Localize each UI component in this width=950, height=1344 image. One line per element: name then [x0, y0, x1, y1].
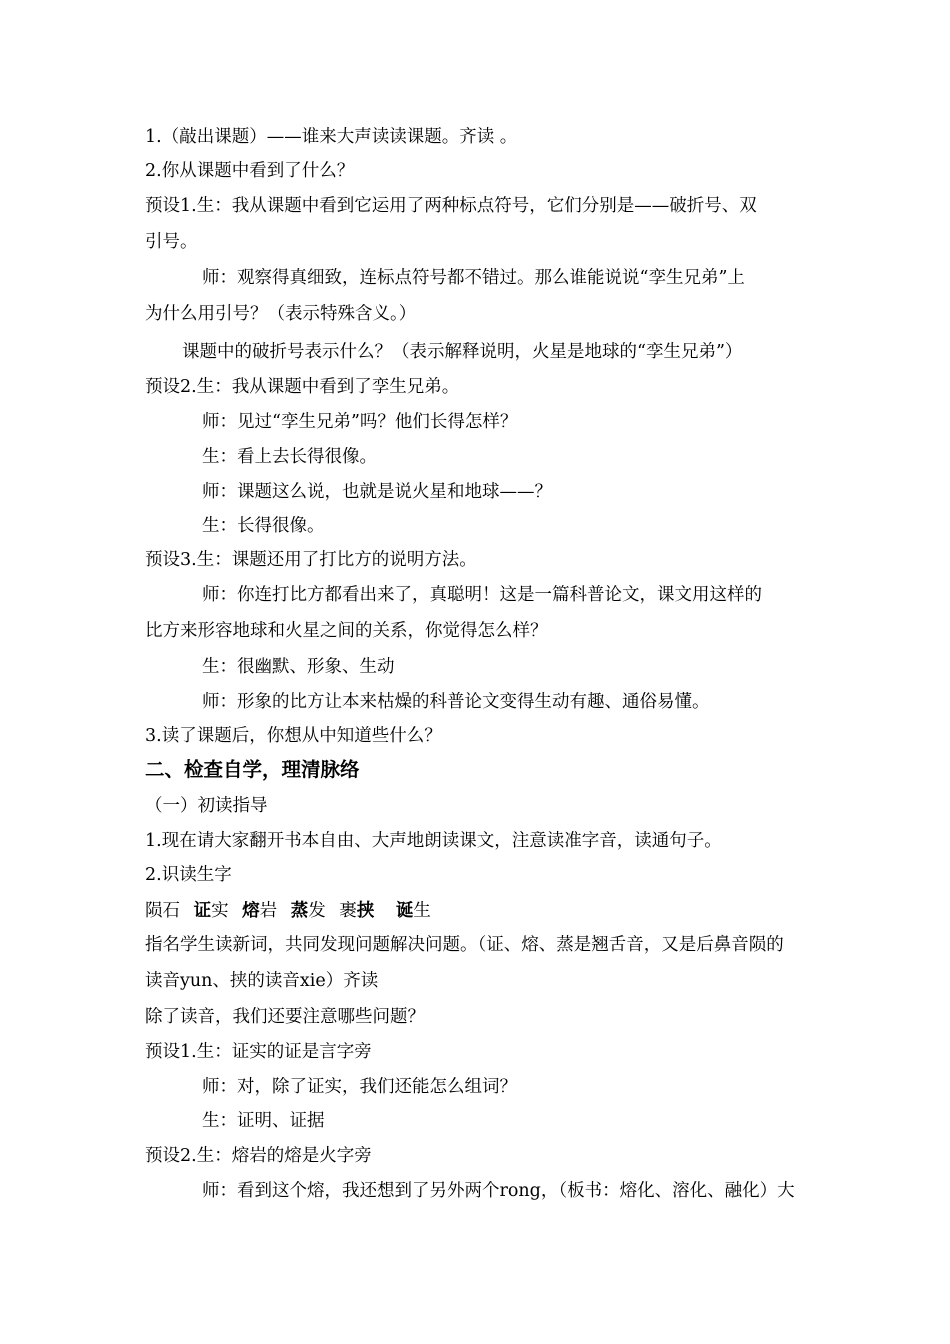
text-line: 比方来形容地球和火星之间的关系，你觉得怎么样？ — [145, 621, 548, 641]
text-line: 引号。 — [145, 232, 198, 252]
text-line: 3.读了课题后，你想从中知道些什么？ — [145, 726, 442, 746]
text-line: 师：课题这么说，也就是说火星和地球——？ — [202, 482, 552, 502]
text-line: 预设1.生：我从课题中看到它运用了两种标点符号，它们分别是——破折号、双 — [145, 196, 757, 216]
text-line: 预设3.生：课题还用了打比方的说明方法。 — [145, 550, 477, 570]
text-line: 师：见过“孪生兄弟”吗？他们长得怎样？ — [202, 412, 518, 432]
vocab-word: 熔岩 — [242, 901, 278, 921]
text-line: 除了读音，我们还要注意哪些问题？ — [145, 1007, 425, 1027]
subsection-heading: （一）初读指导 — [145, 796, 268, 816]
vocab-word: 裹 — [339, 901, 357, 921]
text-line: 1.现在请大家翻开书本自由、大声地朗读课文，注意读准字音，读通句子。 — [145, 831, 722, 851]
vocab-word: 蒸发 — [290, 901, 326, 921]
text-line: 师：看到这个熔，我还想到了另外两个rong，（板书：熔化、溶化、融化）大 — [202, 1181, 795, 1201]
text-line: 生：证明、证据 — [202, 1111, 325, 1131]
text-line: 预设2.生：我从课题中看到了孪生兄弟。 — [145, 377, 460, 397]
text-line: 2.你从课题中看到了什么？ — [145, 161, 355, 181]
vocab-word: 陨石 — [145, 901, 180, 921]
text-line: 课题中的破折号表示什么？（表示解释说明，火星是地球的“孪生兄弟”） — [182, 342, 743, 362]
text-line: 指名学生读新词，共同发现问题解决问题。（证、熔、蒸是翘舌音，又是后鼻音陨的 — [145, 935, 784, 955]
text-line: 师：你连打比方都看出来了，真聪明！这是一篇科普论文，课文用这样的 — [202, 585, 762, 605]
vocab-word: 证实 — [193, 901, 229, 921]
text-line: 预设2.生：熔岩的熔是火字旁 — [145, 1146, 372, 1166]
text-line: 生：长得很像。 — [202, 516, 325, 536]
text-line: 师：观察得真细致，连标点符号都不错过。那么谁能说说“孪生兄弟”上 — [202, 268, 745, 288]
text-line: 生：很幽默、形象、生动 — [202, 657, 395, 677]
vocabulary-list — [145, 898, 825, 924]
section-heading: 二、检查自学，理清脉络 — [145, 758, 360, 781]
text-line: 2.识读生字 — [145, 865, 232, 885]
text-line: 1.（敲出课题）——谁来大声读读课题。齐读 。 — [145, 127, 518, 147]
text-line: 师：对，除了证实，我们还能怎么组词？ — [202, 1077, 517, 1097]
text-line: 生：看上去长得很像。 — [202, 447, 377, 467]
text-line: 预设1.生：证实的证是言字旁 — [145, 1042, 372, 1062]
vocab-word: 诞生 — [395, 901, 431, 921]
text-line: 师：形象的比方让本来枯燥的科普论文变得生动有趣、通俗易懂。 — [202, 692, 710, 712]
text-line: 读音yun、挟的读音xie）齐读 — [145, 971, 379, 991]
text-line: 为什么用引号？（表示特殊含义。） — [145, 304, 417, 324]
vocab-word: 挟 — [356, 901, 375, 921]
